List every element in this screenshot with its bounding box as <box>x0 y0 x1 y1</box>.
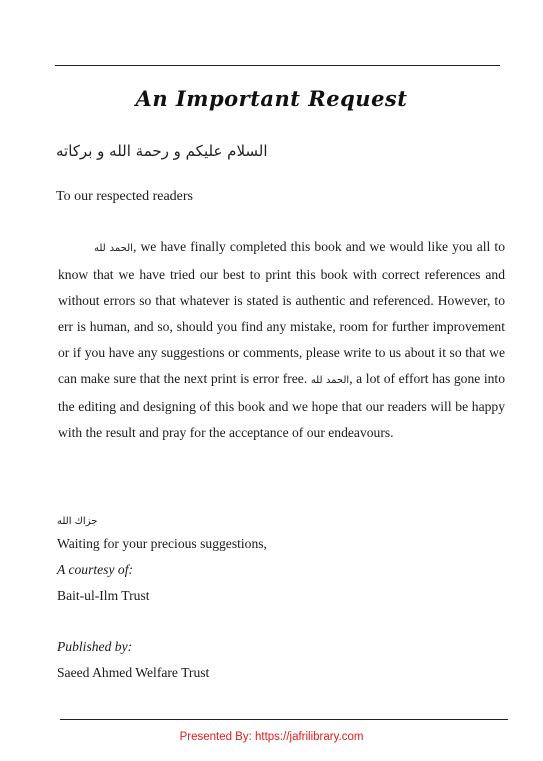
footer-link[interactable]: Presented By: https://jafrilibrary.com <box>179 731 364 743</box>
top-rule <box>55 65 500 66</box>
arabic-alhamdulillah: الحمد لله <box>94 243 133 254</box>
waiting-line: Waiting for your precious suggestions, <box>57 536 267 551</box>
body-paragraph <box>58 234 505 446</box>
published-label: Published by: <box>57 639 133 654</box>
arabic-greeting: السلام علیکم و رحمة الله و برکاته <box>56 142 268 160</box>
jazakallah <box>57 512 97 528</box>
body-text-part-2: , a lot of effort has gone into the editing and designing of this book and we hope that our readers will be happy with the result and pray for the acceptance of our endeavours. <box>58 371 505 440</box>
published-name: Saeed Ahmed Welfare Trust <box>57 665 210 680</box>
salutation: To our respected readers <box>56 189 194 204</box>
body-text-part-1: , we have finally completed this book and we would like you all to know that we have tried our best to print this book with correct references and without errors so that whatever is stated is authentic and referenced. However, to err is human, and so, should you find any mistake, room for further improvement or if you have any suggestions or comments, please write to us about it so that we can make sure that the next print is error free. <box>58 239 505 386</box>
arabic-alhamdulillah: الحمد لله <box>310 375 350 386</box>
bottom-rule <box>60 719 508 720</box>
page-title: An Important Request <box>135 86 408 111</box>
courtesy-label: A courtesy of: <box>57 562 134 577</box>
jazakallah-text: جزاك الله <box>57 516 98 527</box>
courtesy-name: Bait-ul-Ilm Trust <box>57 588 150 603</box>
